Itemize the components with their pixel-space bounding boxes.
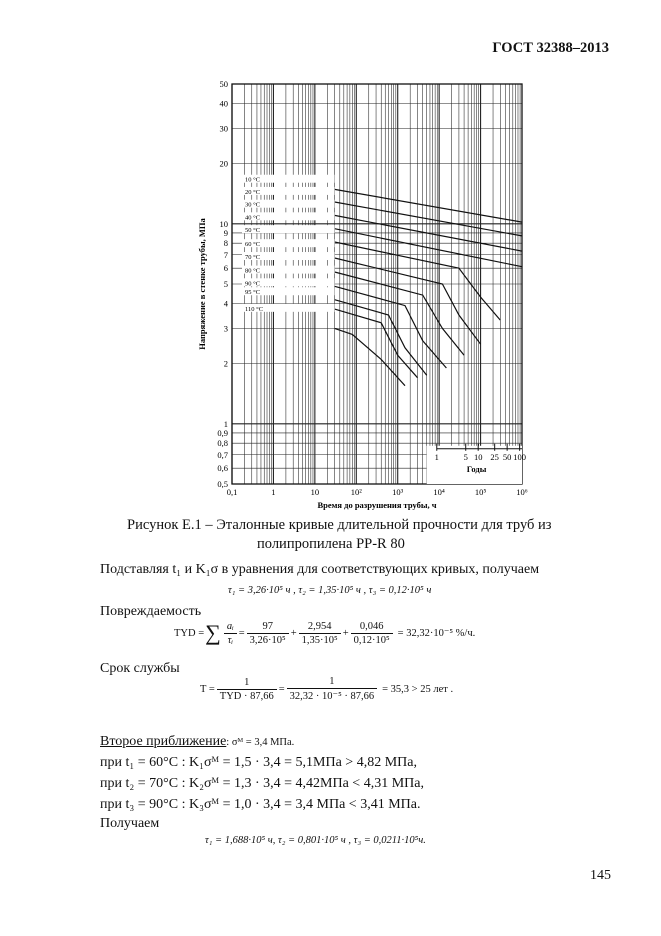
paragraph-substituting: Подставляя t₁ и K₁σ в уравнения для соответствующих кривых, получаем [100,562,540,577]
second-approx-value: : σᴹ = 3,4 МПа. [226,737,295,748]
tyd-rhs: = 32,32·10⁻⁵ %/ч. [397,628,476,639]
fraction-3-num: 0,046 [351,621,393,634]
series-line [335,286,447,368]
second-approximation [100,734,294,750]
x-axis-label: Время до разрушения трубы, ч [317,500,437,510]
condition-line-1: при t₁ = 60°C : K₁σᴹ = 1,5 · 3,4 = 5,1МПа > 4,82 МПа, [100,755,417,770]
fraction-a-den: τᵢ [227,634,233,646]
result-heading: Получаем [100,816,160,831]
x-tick-label: 10⁶ [516,487,528,497]
y-tick-label: 6 [223,263,228,274]
years-tick-label: 50 [502,451,512,462]
series-label: 40 °C [245,214,261,222]
y-tick-label: 0,8 [217,438,228,449]
standard-header: ГОСТ 32388–2013 [492,40,609,56]
y-tick-label: 0,9 [217,427,228,438]
figure-caption-line1: Рисунок Е.1 – Эталонные кривые длительной прочности для труб из [127,517,552,533]
years-tick-label: 5 [463,451,468,462]
series-line [335,272,465,355]
x-tick-label: 10 [310,487,320,497]
y-tick-label: 7 [223,249,228,260]
figure-caption-line2: полипропилена PP-R 80 [257,536,405,552]
series-line [335,328,405,385]
y-tick-label: 1 [223,418,228,429]
t-fraction-1-den: TYD · 87,66 [219,690,274,702]
service-life-heading: Срок службы [100,661,180,676]
fraction-a-num: aᵢ [224,621,237,634]
x-tick-label: 10³ [392,487,404,497]
service-life-formula: T = 1 TYD · 87,66 = $\frac{1}{\text{32,32 · 10⁻⁵ · 87,66}}$ = 35,3 > 25 лет . [200,676,454,702]
y-tick-label: 8 [223,238,228,249]
series-label: 90 °C [245,280,261,288]
years-tick-label: 100 [513,451,526,462]
y-tick-label: 2 [223,358,228,369]
x-tick-label: 10² [350,487,362,497]
y-tick-label: 3 [223,323,228,334]
years-tick-label: 25 [490,451,499,462]
y-tick-label: 20 [219,158,228,169]
t-rhs: = 35,3 > 25 лет . [382,683,454,695]
damage-heading: Повреждаемость [100,604,202,619]
y-tick-label: 9 [223,227,228,238]
fraction-2-num: 2,954 [299,621,341,634]
y-tick-label: 4 [223,298,228,309]
fraction-1-num: 97 [247,621,289,634]
series-line [335,189,522,222]
series-label: 110 °C [245,305,264,313]
fraction-2-den: 1,35·10⁵ [301,634,338,646]
fraction-1-den: 3,26·10⁵ [249,634,286,646]
series-label: 10 °C [245,176,261,184]
tau-result-2: τ₁ = 1,688·10⁵ ч, τ₂ = 0,801·10⁵ ч , τ₃ = 0,0211·10⁵ч. [205,835,426,846]
years-tick-label: 1 [434,451,439,462]
series-label: 60 °C [245,241,261,249]
condition-line-3: при t₃ = 90°C : K₃σᴹ = 1,0 · 3,4 = 3,4 МПа < 3,41 МПа. [100,797,421,812]
t-fraction-2-num: 1 [287,676,377,689]
y-tick-label: 40 [219,98,228,109]
y-tick-label: 0,7 [217,449,228,460]
series-label: 95 °C [245,289,261,297]
page-number: 145 [590,868,611,883]
series-label: 50 °C [245,227,261,235]
fraction-3-den: 0,12·10⁵ [353,634,390,646]
y-tick-label: 0,6 [217,463,228,474]
x-tick-label: 1 [271,487,276,497]
series-label: 80 °C [245,267,261,275]
t-lhs: T = [200,683,215,695]
series-label: 70 °C [245,254,261,262]
y-tick-label: 0,5 [217,479,228,489]
x-tick-label: 0,1 [226,487,238,497]
years-label: Годы [466,463,487,474]
y-tick-label: 30 [219,123,228,134]
y-tick-label: 10 [219,218,228,229]
sum-symbol: ∑ [205,620,221,645]
y-tick-label: 5 [223,279,228,289]
series-label: 30 °C [245,201,261,209]
years-tick-label: 10 [473,451,483,462]
t-fraction-2-den: 32,32 · 10⁻⁵ · 87,66 [289,691,375,702]
condition-line-2: при t₂ = 70°C : K₂σᴹ = 1,3 · 3,4 = 4,42МПа < 4,31 МПа, [100,776,424,791]
y-tick-label: 50 [219,79,228,89]
series-line [335,300,427,376]
tyd-formula: TYD = ∑ $\frac{\text{aᵢ}}{\text{τᵢ}}$ = $\frac{97}{\text{3,26·10⁵}}$ + $\frac{2,954}{\text{1,35·10⁵}}$ + $\frac{0,046}{\text{0,12·10⁵}}$ = 32,32·10⁻⁵ %/ч. [174,620,476,646]
second-approx-title: Второе приближение [100,734,227,749]
y-axis-label: Напряжение в стенке трубы, МПа [197,218,207,350]
tau-result-1: τ₁ = 3,26·10⁵ ч , τ₂ = 1,35·10⁵ ч , τ₃ = 0,12·10⁵ ч [228,585,432,596]
series-line [335,202,522,236]
series-line [335,215,522,251]
x-tick-label: 10⁴ [433,487,445,497]
x-tick-label: 10⁵ [474,487,487,497]
series-label: 20 °C [245,188,261,196]
t-fraction-1-num: 1 [217,677,277,690]
tyd-lhs: TYD = [174,627,205,639]
